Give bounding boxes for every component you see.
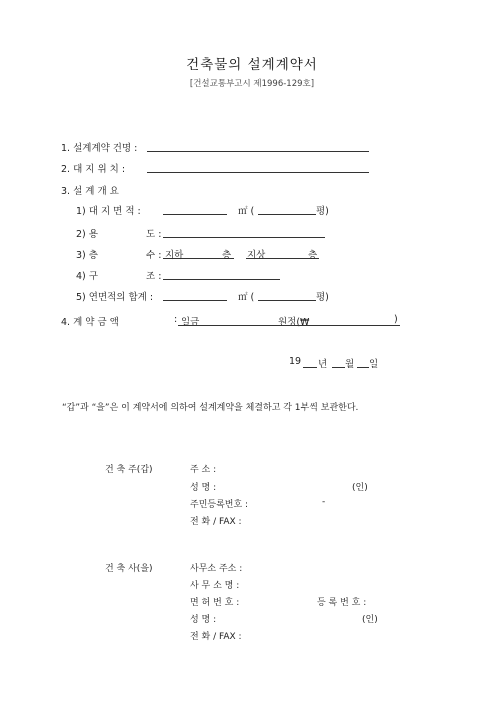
contract-name-line[interactable] bbox=[147, 151, 369, 152]
basement-floor-unit: 층 bbox=[222, 250, 232, 261]
date-year-label: 년 bbox=[318, 359, 328, 370]
agreement-statement: “갑”과 “을”은 이 계약서에 의하여 설계계약을 체결하고 각 1부씩 보관한다. bbox=[62, 403, 359, 413]
party-b-phone-label: 전 화 / FAX : bbox=[190, 632, 242, 642]
contract-amount-line[interactable] bbox=[178, 325, 400, 326]
item-site-location-label: 2. 대 지 위 치 : bbox=[61, 164, 126, 175]
party-a-address-label: 주 소 : bbox=[190, 465, 217, 475]
item-design-overview-label: 3. 설 계 개 요 bbox=[61, 186, 119, 197]
date-day-line[interactable] bbox=[357, 367, 369, 368]
use-line[interactable] bbox=[163, 237, 325, 238]
floors-label: 3) 층 bbox=[76, 250, 98, 261]
amount-won-text: 원정(₩ bbox=[278, 317, 310, 328]
date-year-line[interactable] bbox=[303, 367, 317, 368]
site-area-unit-open: ㎡ ( bbox=[238, 206, 255, 217]
contract-amount-colon: : bbox=[174, 314, 178, 325]
site-area-label: 1) 대 지 면 적 : bbox=[76, 206, 141, 217]
date-year-prefix: 19 bbox=[289, 356, 302, 367]
party-b-office-address-label: 사무소 주소 : bbox=[190, 564, 243, 574]
party-b-registration-label: 등 록 번 호 : bbox=[317, 598, 367, 608]
site-area-unit-close: 평) bbox=[316, 206, 329, 217]
structure-line[interactable] bbox=[163, 279, 280, 280]
date-month-line[interactable] bbox=[332, 367, 345, 368]
date-day-label: 일 bbox=[369, 359, 379, 370]
total-area-pyeong-line[interactable] bbox=[258, 300, 316, 301]
structure-label: 4) 구 bbox=[76, 271, 98, 282]
above-ground-text: 지상 bbox=[247, 250, 266, 261]
floors-label-tail: 수 : bbox=[146, 250, 162, 261]
document-subtitle: [건설교통부고시 제1996-129호] bbox=[189, 79, 315, 89]
party-a-seal: (인) bbox=[352, 483, 368, 493]
party-a-rrn-dash: - bbox=[322, 497, 326, 507]
party-a-rrn-label: 주민등록번호 : bbox=[190, 500, 249, 510]
amount-korean-prefix: 일금 bbox=[181, 317, 200, 328]
party-b-name-label: 성 명 : bbox=[190, 615, 217, 625]
structure-label-tail: 조 : bbox=[146, 271, 162, 282]
party-a-role: 건 축 주(갑) bbox=[105, 465, 153, 475]
total-area-sqm-line[interactable] bbox=[163, 300, 227, 301]
use-label: 2) 용 bbox=[76, 229, 98, 240]
party-b-office-name-label: 사 무 소 명 : bbox=[190, 581, 240, 591]
basement-text: 지하 bbox=[165, 250, 184, 261]
item-contract-name-label: 1. 설계계약 건명 : bbox=[61, 143, 138, 154]
document-title: 건축물의 설계계약서 bbox=[186, 57, 318, 73]
site-area-pyeong-line[interactable] bbox=[258, 214, 316, 215]
date-month-label: 월 bbox=[345, 359, 355, 370]
amount-close-paren: ) bbox=[394, 314, 398, 325]
above-ground-floor-unit: 층 bbox=[308, 250, 318, 261]
party-b-seal: (인) bbox=[362, 615, 378, 625]
party-a-name-label: 성 명 : bbox=[190, 483, 217, 493]
contract-amount-label: 4. 계 약 금 액 bbox=[61, 317, 119, 328]
party-b-license-label: 면 허 번 호 : bbox=[190, 598, 240, 608]
party-a-phone-label: 전 화 / FAX : bbox=[190, 517, 242, 527]
site-location-line[interactable] bbox=[147, 172, 369, 173]
party-b-role: 건 축 사(을) bbox=[105, 564, 153, 574]
total-area-unit-close: 평) bbox=[316, 292, 329, 303]
use-label-tail: 도 : bbox=[146, 229, 162, 240]
site-area-sqm-line[interactable] bbox=[163, 214, 227, 215]
total-floor-area-label: 5) 연면적의 합계 : bbox=[76, 292, 154, 303]
total-area-unit-open: ㎡ ( bbox=[238, 292, 255, 303]
